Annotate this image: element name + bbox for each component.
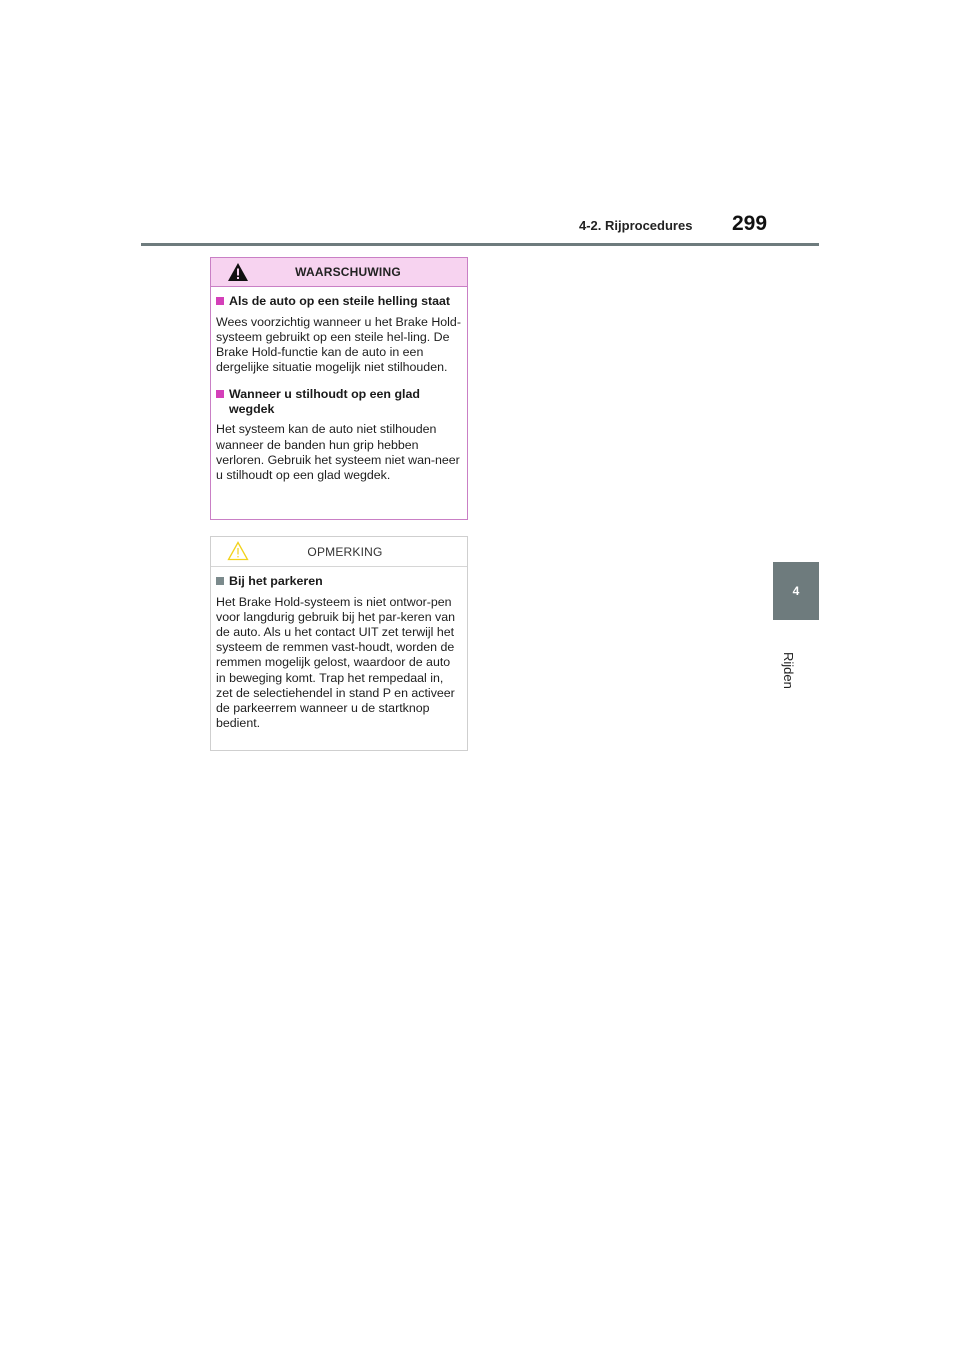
notice-box-header (211, 537, 467, 567)
warning-box-body (211, 287, 467, 483)
header-divider (141, 243, 819, 246)
chapter-number: 4 (792, 584, 800, 598)
page-number: 299 (732, 212, 768, 235)
notice-box-body (211, 567, 467, 731)
warning-item-heading-text: Wanneer u stilhoudt op een glad wegdek (229, 387, 420, 416)
warning-item (216, 387, 461, 483)
notice-item-heading (216, 574, 461, 589)
notice-item-text: Het Brake Hold-systeem is niet ontwor-pen voor langdurig gebruik bij het par-keren van de auto. Als u het contact UIT zet terwijl het systeem de remmen vast-houdt, worden de remmen mogelijk gelost, waardoor de auto in beweging komt. Trap het rempedaal in, zet de selectiehendel in stand P en activeer de parkeerrem wanneer u de startknop bedient. (216, 594, 456, 731)
section-title: 4-2. Rijprocedures (579, 218, 693, 233)
notice-item (216, 574, 461, 731)
warning-box-header (211, 258, 467, 287)
notice-box (210, 536, 468, 751)
notice-box-title: OPMERKING (307, 544, 383, 559)
chapter-tab[interactable] (773, 562, 819, 620)
notice-triangle-icon (227, 541, 249, 566)
warning-triangle-icon (227, 262, 249, 287)
warning-box (210, 257, 468, 520)
warning-item-heading (216, 294, 461, 309)
notice-item-heading-text: Bij het parkeren (229, 574, 323, 588)
warning-item-text: Wees voorzichtig wanneer u het Brake Hold-systeem gebruikt op een steile hel-ling. De Brake Hold-functie kan de auto in een dergelijke situatie mogelijk niet stilhouden. (216, 314, 461, 375)
warning-box-title: WAARSCHUWING (295, 265, 401, 279)
chapter-title: Rijden (781, 652, 796, 689)
warning-item-heading-text: Als de auto op een steile helling staat (229, 294, 451, 308)
warning-item-text: Het systeem kan de auto niet stilhouden wanneer de banden hun grip hebben verloren. Gebruik het systeem niet wan-neer u stilhoudt op een glad wegdek. (216, 422, 460, 482)
square-bullet-icon (216, 297, 224, 305)
warning-item (216, 294, 461, 375)
square-bullet-icon (216, 390, 224, 398)
square-bullet-icon (216, 577, 224, 585)
warning-item-heading (216, 387, 461, 416)
